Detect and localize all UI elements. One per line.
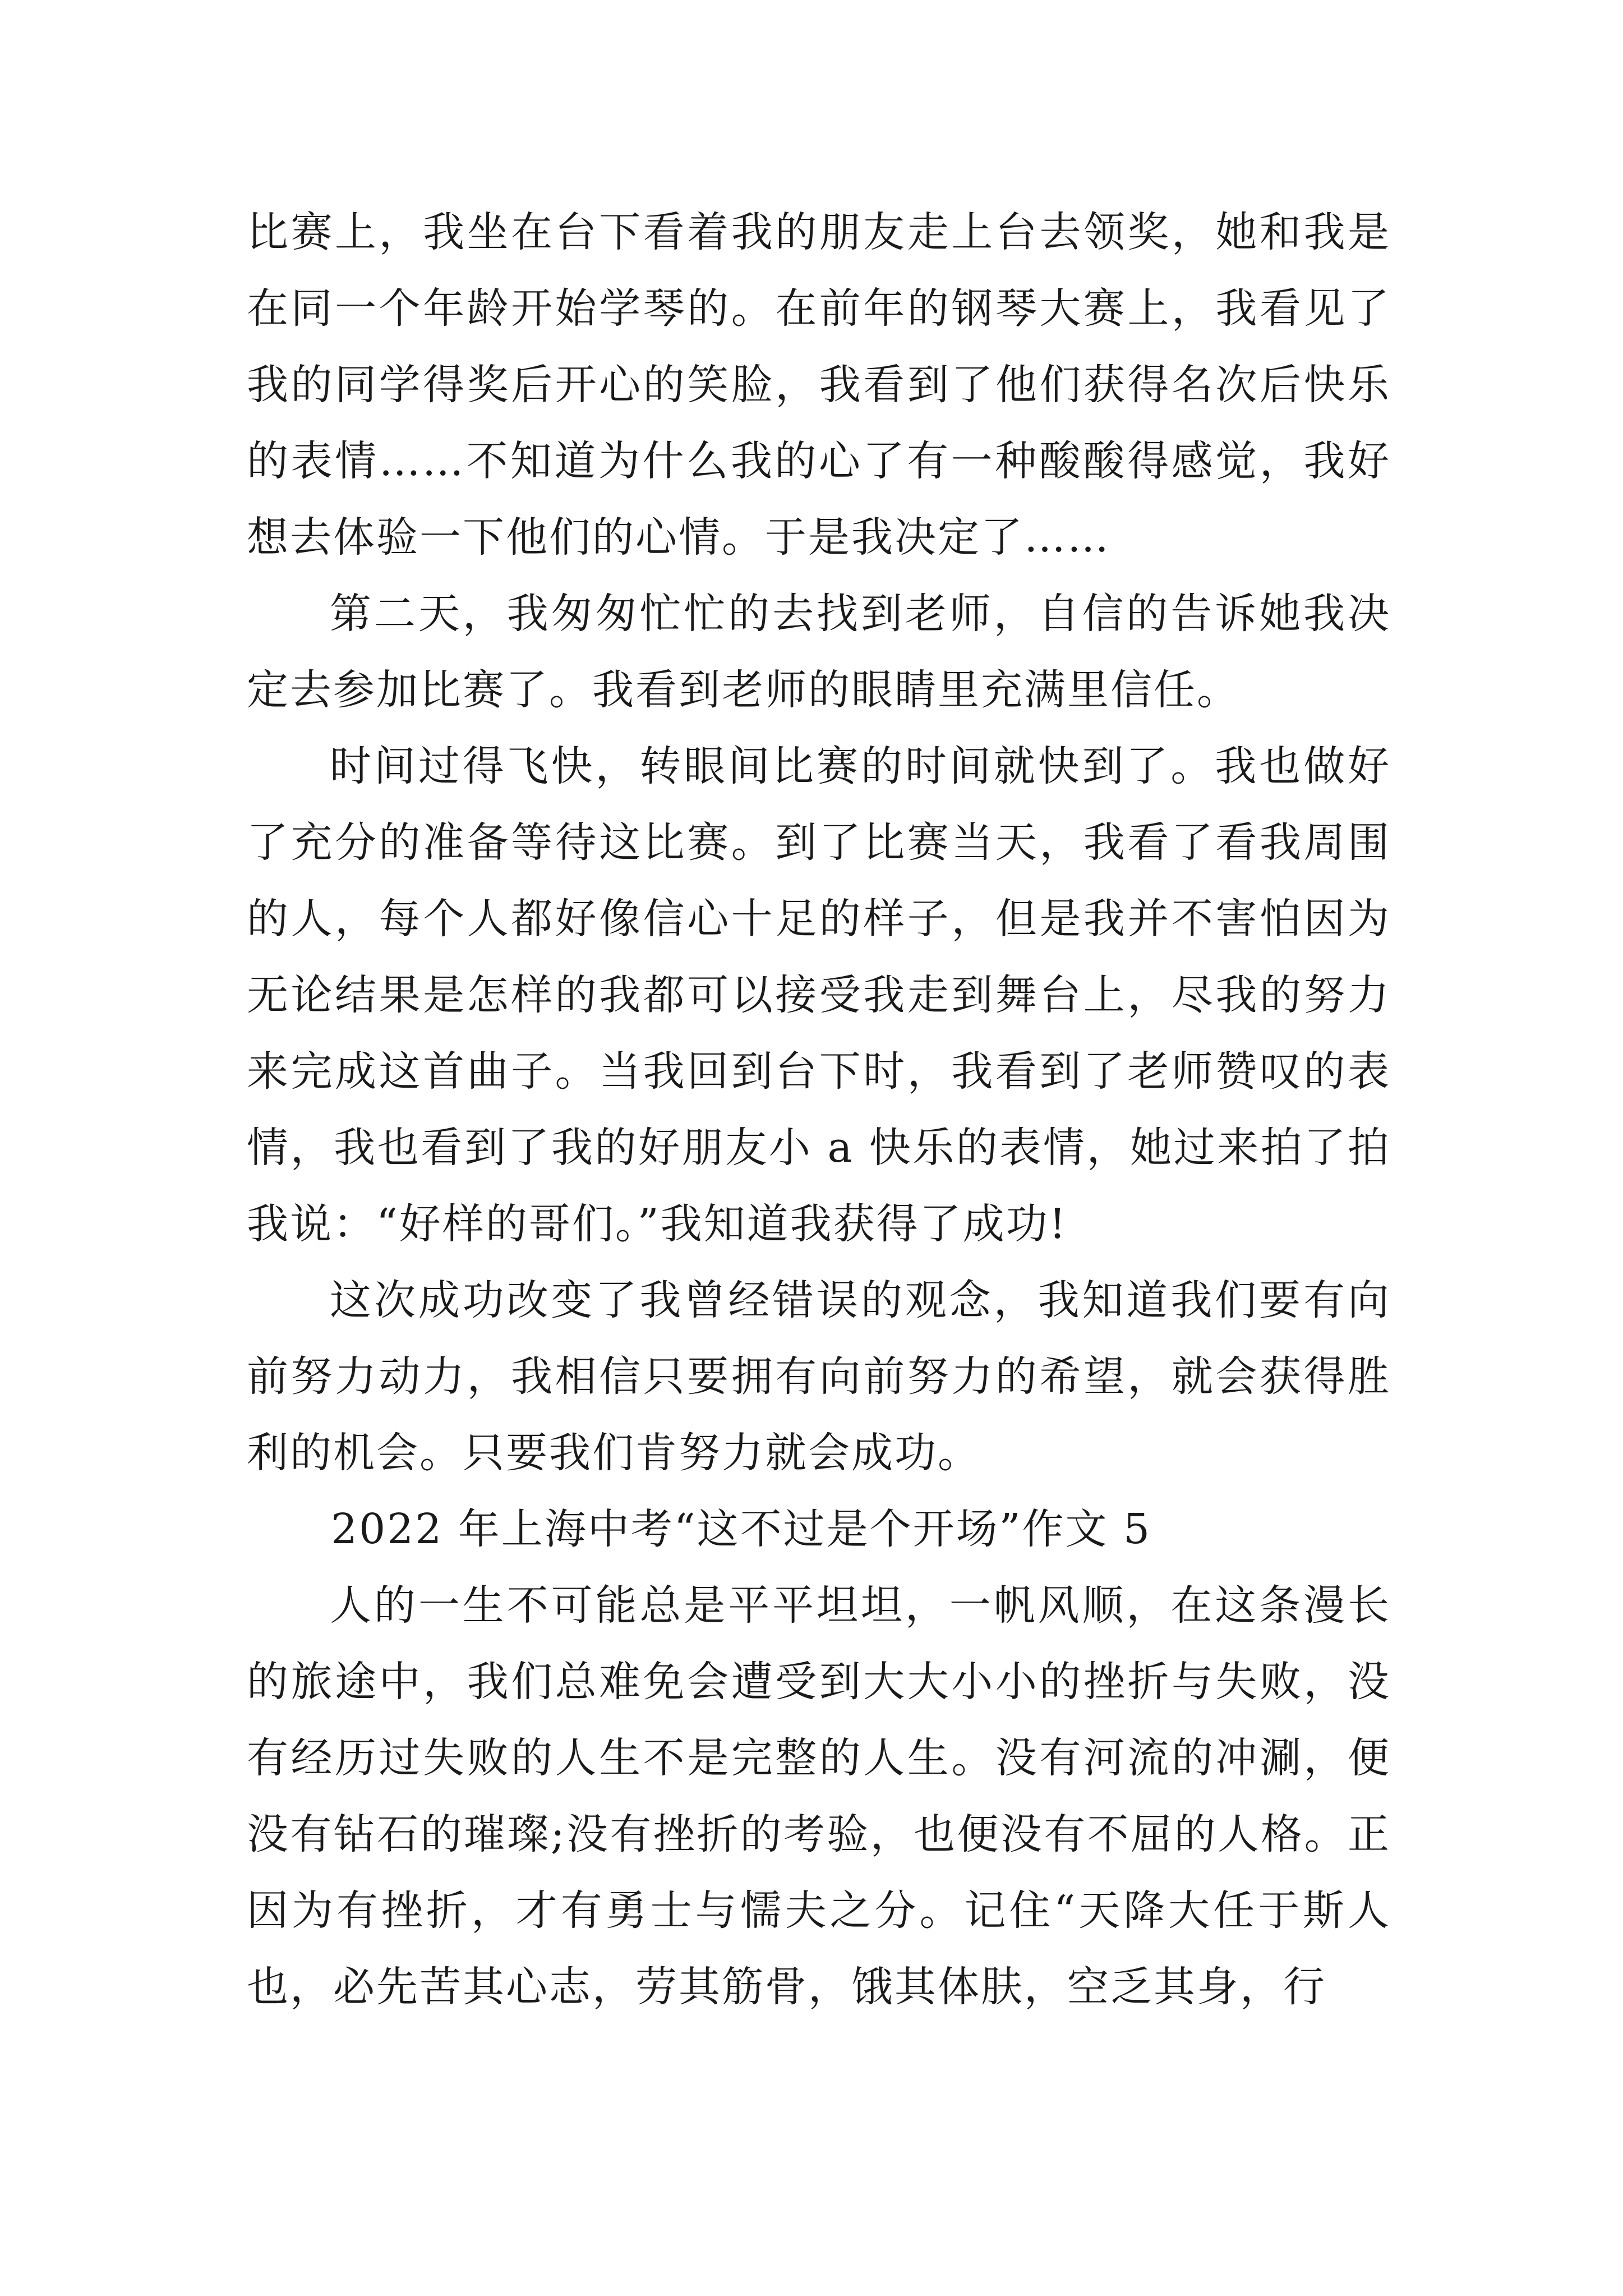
- paragraph-competition-day: 时间过得飞快，转眼间比赛的时间就快到了。我也做好了充分的准备等待这比赛。到了比赛当天，我看了看我周围的人，每个人都好像信心十足的样子，但是我并不害怕因为无论结果是怎样的我都可以接受我走到舞台上，尽我的努力来完成这首曲子。当我回到台下时，我看到了老师赞叹的表情，我也看到了我的好朋友小 a 快乐的表情，她过来拍了拍我说：“好样的哥们。”我知道我获得了成功!: [247, 742, 1391, 1248]
- essay-heading: 2022 年上海中考“这不过是个开场”作文 5: [331, 1505, 1152, 1553]
- paragraph-essay-5-opening: 人的一生不可能总是平平坦坦，一帆风顺，在这条漫长的旅途中，我们总难免会遭受到大大小小的挫折与失败，没有经历过失败的人生不是完整的人生。没有河流的冲涮，便没有钻石的璀璨;没有挫折的考验，也便没有不屈的人格。正因为有挫折，才有勇士与懦夫之分。记住“天降大任于斯人也，必先苦其心志，劳其筋骨，饿其体肤，空乏其身，行: [247, 1581, 1391, 2011]
- paragraph-reflection: 这次成功改变了我曾经错误的观念，我知道我们要有向前努力动力，我相信只要拥有向前努力的希望，就会获得胜利的机会。只要我们肯努力就会成功。: [247, 1276, 1391, 1477]
- paragraph-second-day: 第二天，我匆匆忙忙的去找到老师，自信的告诉她我决定去参加比赛了。我看到老师的眼睛里充满里信任。: [247, 590, 1391, 714]
- paragraph-continuation: 比赛上，我坐在台下看着我的朋友走上台去领奖，她和我是在同一个年龄开始学琴的。在前年的钢琴大赛上，我看见了我的同学得奖后开心的笑脸，我看到了他们获得名次后快乐的表情……不知道为什么我的心了有一种酸酸得感觉，我好想去体验一下他们的心情。于是我决定了……: [247, 208, 1391, 562]
- document-body: [247, 194, 1391, 2025]
